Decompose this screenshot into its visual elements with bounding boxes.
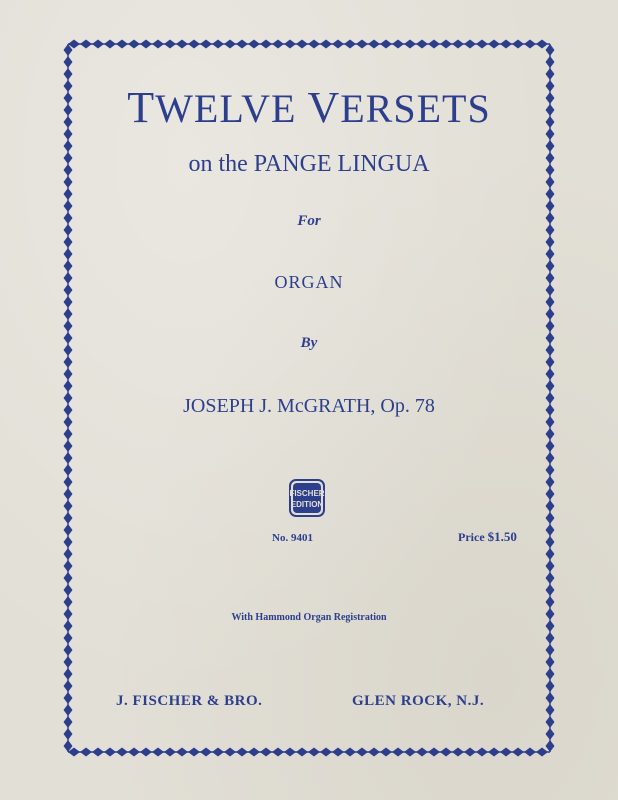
border-diamond [416,40,428,49]
border-diamond [332,40,344,49]
border-diamond [512,748,524,757]
border-diamond [404,748,416,757]
border-diamond [404,40,416,49]
border-diamond [92,40,104,49]
border-diamond [368,748,380,757]
border-diamond [476,40,488,49]
border-diamond [248,748,260,757]
border-diamond [546,584,555,596]
border-diamond [64,308,73,320]
border-diamond [546,524,555,536]
fischer-edition-logo-icon [287,477,327,519]
border-diamond [546,320,555,332]
catalog-number: No. 9401 [272,532,313,544]
border-diamond [64,524,73,536]
border-diamond [546,632,555,644]
border-diamond [64,572,73,584]
border-diamond [64,680,73,692]
title-initial: T [127,83,156,132]
border-diamond [64,584,73,596]
border-diamond [284,40,296,49]
border-diamond [176,748,188,757]
border-diamond [452,40,464,49]
border-diamond [64,488,73,500]
border-diamond [164,40,176,49]
border-diamond [92,748,104,757]
border-diamond [546,236,555,248]
border-diamond [80,748,92,757]
border-diamond [200,40,212,49]
border-diamond [64,236,73,248]
border-diamond [140,40,152,49]
border-diamond [546,464,555,476]
border-diamond [546,308,555,320]
border-diamond [546,704,555,716]
border-diamond [64,644,73,656]
border-diamond [546,596,555,608]
border-diamond [116,40,128,49]
border-diamond [546,644,555,656]
border-diamond [64,560,73,572]
border-diamond [546,368,555,380]
border-diamond [332,748,344,757]
border-diamond [212,40,224,49]
border-diamond [296,748,308,757]
title-part-2: ERSETS [340,86,491,131]
border-diamond [104,40,116,49]
border-diamond [546,440,555,452]
border-diamond [536,748,548,757]
border-diamond [488,748,500,757]
border-diamond [260,748,272,757]
border-diamond [64,68,73,80]
border-diamond [236,40,248,49]
border-diamond [546,716,555,728]
border-diamond [64,380,73,392]
border-diamond [546,296,555,308]
border-diamond [440,40,452,49]
border-diamond [284,748,296,757]
border-diamond [546,428,555,440]
border-diamond [64,440,73,452]
border-diamond [524,40,536,49]
registration-note: With Hammond Organ Registration [231,612,387,623]
border-diamond [64,356,73,368]
border-diamond [488,40,500,49]
border-diamond [536,40,548,49]
border-diamond [546,740,555,752]
border-diamond [546,572,555,584]
border-diamond [64,296,73,308]
border-diamond [64,476,73,488]
border-diamond [64,716,73,728]
border-diamond [356,40,368,49]
border-diamond [546,200,555,212]
border-diamond [128,40,140,49]
border-diamond [440,748,452,757]
border-diamond [546,560,555,572]
border-diamond [546,692,555,704]
border-diamond [546,548,555,560]
border-diamond [546,512,555,524]
border-diamond [428,748,440,757]
border-diamond [224,40,236,49]
border-diamond [188,748,200,757]
border-diamond [452,748,464,757]
border-diamond [546,668,555,680]
border-diamond [80,40,92,49]
border-diamond [512,40,524,49]
border-diamond [546,44,555,56]
border-diamond [380,40,392,49]
border-diamond [64,428,73,440]
border-diamond [64,704,73,716]
border-diamond [368,40,380,49]
border-diamond [500,40,512,49]
border-diamond [546,248,555,260]
border-diamond [104,748,116,757]
border-diamond [64,452,73,464]
border-diamond [546,356,555,368]
by-label: By [300,335,318,351]
border-diamond [64,548,73,560]
border-diamond [392,748,404,757]
border-diamond [164,748,176,757]
price-label: Price [458,530,488,544]
border-diamond [64,464,73,476]
border-diamond [236,748,248,757]
border-diamond [64,200,73,212]
border-diamond [224,748,236,757]
logo-text-line2: EDITION [290,500,324,509]
border-diamond [64,320,73,332]
price [458,529,517,545]
border-diamond [524,748,536,757]
border-diamond [392,40,404,49]
border-diamond [428,40,440,49]
for-label: For [297,213,321,229]
border-diamond [140,748,152,757]
border-diamond [188,40,200,49]
border-diamond [546,380,555,392]
border-diamond [212,748,224,757]
border-diamond [546,188,555,200]
border-diamond [546,488,555,500]
border-diamond [546,536,555,548]
border-diamond [464,40,476,49]
border-diamond [64,596,73,608]
border-diamond [546,500,555,512]
border-diamond [128,748,140,757]
border-diamond [308,40,320,49]
border-diamond [152,748,164,757]
border-diamond [344,40,356,49]
border-diamond [64,500,73,512]
border-diamond [546,68,555,80]
border-diamond [272,748,284,757]
subtitle: on the PANGE LINGUA [188,151,430,177]
border-diamond [546,680,555,692]
border-diamond [64,668,73,680]
border-diamond [64,692,73,704]
border-diamond [546,476,555,488]
border-diamond [64,248,73,260]
title-part: WELVE [155,86,308,131]
border-diamond [464,748,476,757]
title-initial-2: V [307,83,341,132]
border-diamond [64,188,73,200]
border-diamond [64,536,73,548]
title [62,83,556,132]
border-diamond [380,748,392,757]
border-diamond [64,632,73,644]
border-diamond [500,748,512,757]
composer: JOSEPH J. McGRATH, Op. 78 [183,395,435,417]
border-diamond [296,40,308,49]
fischer-edition-logo [287,477,327,519]
border-diamond [200,748,212,757]
border-diamond [64,56,73,68]
publisher-city: GLEN ROCK, N.J. [352,693,485,709]
border-diamond [152,40,164,49]
border-diamond [116,748,128,757]
border-diamond [416,748,428,757]
border-diamond [260,40,272,49]
logo-text-line1: FISCHER [289,489,325,498]
border-diamond [248,40,260,49]
border-diamond [344,748,356,757]
border-diamond [64,368,73,380]
border-diamond [356,748,368,757]
border-diamond [476,748,488,757]
border-diamond [64,728,73,740]
border-diamond [64,656,73,668]
border-diamond [546,728,555,740]
border-diamond [546,656,555,668]
border-diamond [546,56,555,68]
border-diamond [546,452,555,464]
border-diamond [320,748,332,757]
border-diamond [272,40,284,49]
publisher-name: J. FISCHER & BRO. [116,693,263,709]
border-diamond [308,748,320,757]
border-diamond [320,40,332,49]
instrument: ORGAN [274,272,344,292]
border-diamond [176,40,188,49]
price-value: $1.50 [487,529,517,544]
border-diamond [64,512,73,524]
